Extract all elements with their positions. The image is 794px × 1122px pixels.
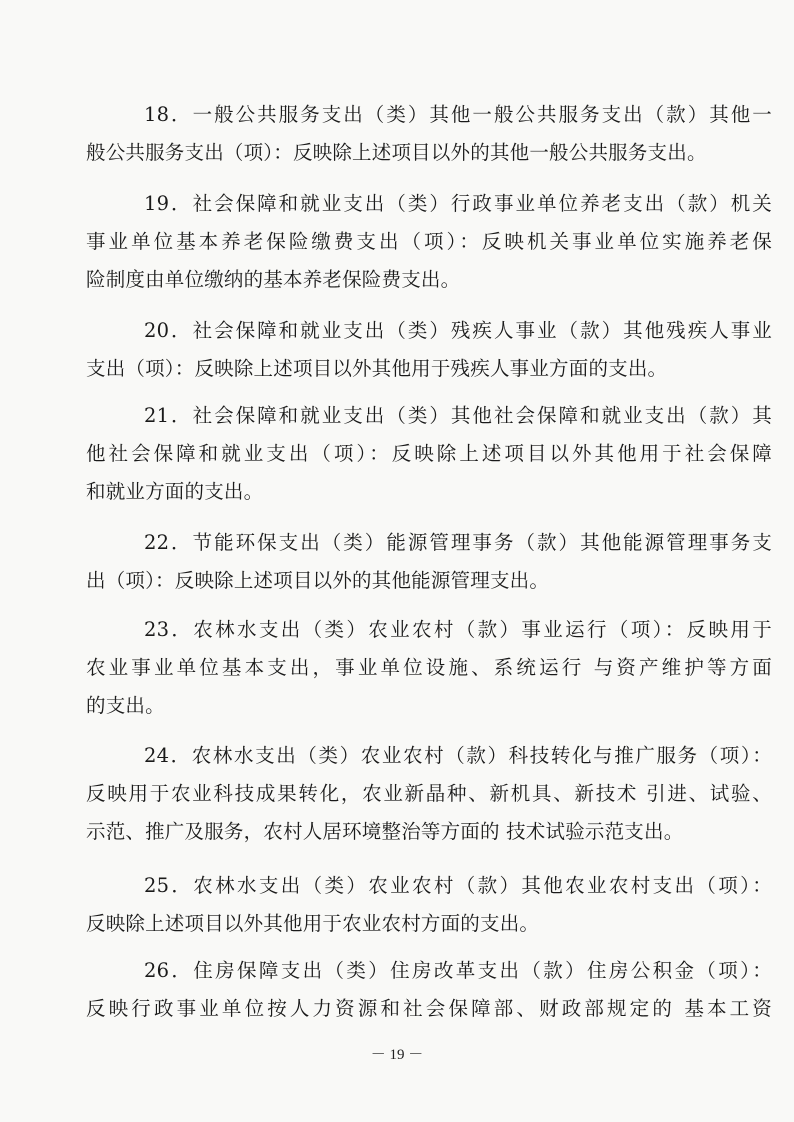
text-line: 反映除上述项目以外其他用于农业农村方面的支出。	[86, 912, 540, 935]
paragraph-26	[86, 952, 772, 1028]
text-line: 反映行政事业单位按人力资源和社会保障部、财政部规定的 基本工资	[86, 997, 772, 1020]
text-line: 支出（项）：反映除上述项目以外其他用于残疾人事业方面的支出。	[86, 357, 668, 380]
text-line: 24．农林水支出（类）农业农村（款）科技转化与推广服务（项）：	[144, 744, 772, 767]
paragraph-22	[86, 524, 772, 600]
text-line: 反映用于农业科技成果转化，农业新晶种、新机具、新技术 引进、试验、	[86, 782, 772, 805]
text-line: 农业事业单位基本支出，事业单位设施、系统运行 与资产维护等方面	[86, 656, 772, 679]
text-line: 20．社会保障和就业支出（类）残疾人事业（款）其他残疾人事业	[144, 319, 772, 342]
text-line: 的支出。	[86, 694, 165, 717]
text-line: 事业单位基本养老保险缴费支出（项）：反映机关事业单位实施养老保	[86, 230, 772, 253]
paragraph-23	[86, 611, 772, 725]
page-number: － 19 －	[370, 1047, 424, 1063]
text-line: 25．农林水支出（类）农业农村（款）其他农业农村支出（项）：	[144, 874, 772, 897]
text-line: 19．社会保障和就业支出（类）行政事业单位养老支出（款）机关	[144, 192, 772, 215]
text-line: 他社会保障和就业支出（项）：反映除上述项目以外其他用于社会保障	[86, 442, 772, 465]
text-line: 23．农林水支出（类）农业农村（款）事业运行（项）：反映用于	[144, 618, 772, 641]
text-line: 21．社会保障和就业支出（类）其他社会保障和就业支出（款）其	[144, 404, 772, 427]
text-line: 22．节能环保支出（类）能源管理事务（款）其他能源管理事务支	[144, 531, 772, 554]
paragraph-20	[86, 312, 772, 388]
paragraph-25	[86, 867, 772, 943]
text-line: 示范、推广及服务，农村人居环境整治等方面的 技术试验示范支出。	[86, 820, 684, 843]
paragraph-18	[86, 96, 772, 172]
paragraph-19	[86, 185, 772, 299]
text-line: 26．住房保障支出（类）住房改革支出（款）住房公积金（项）：	[144, 959, 772, 982]
paragraph-21	[86, 397, 772, 511]
text-line: 18．一般公共服务支出（类）其他一般公共服务支出（款）其他一	[144, 103, 772, 126]
text-line: 出（项）：反映除上述项目以外的其他能源管理支出。	[86, 569, 550, 592]
text-line: 险制度由单位缴纳的基本养老保险费支出。	[86, 268, 461, 291]
paragraph-24	[86, 737, 772, 851]
text-line: 般公共服务支出（项）：反映除上述项目以外的其他一般公共服务支出。	[86, 141, 707, 164]
text-line: 和就业方面的支出。	[86, 480, 264, 503]
